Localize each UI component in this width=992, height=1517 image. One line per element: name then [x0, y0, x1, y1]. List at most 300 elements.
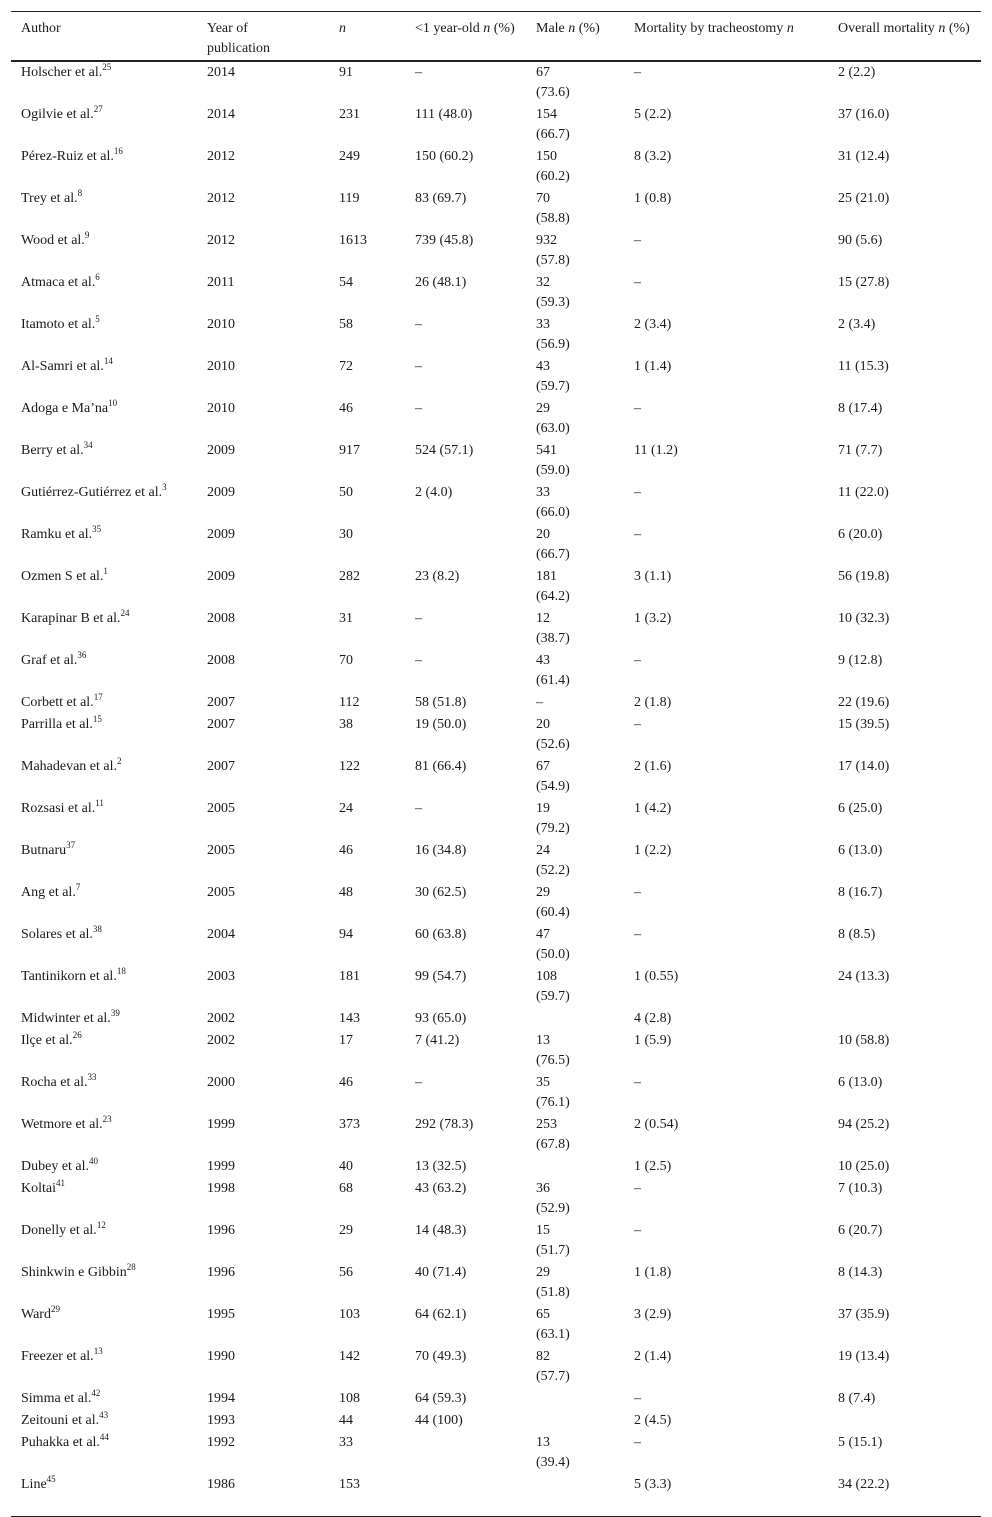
cell-male [526, 1156, 624, 1178]
cell-trach: 2 (1.8) [634, 695, 672, 710]
cell-under1: – [415, 359, 422, 374]
cell-year: 1999 [207, 1159, 235, 1174]
cell-trach: 1 (5.9) [634, 1033, 672, 1048]
cell-male: 19 (79.2) [536, 801, 570, 836]
cell-overall: 6 (20.7) [838, 1223, 883, 1238]
cell-overall: 9 (12.8) [838, 653, 883, 668]
cell-n: 231 [339, 107, 360, 122]
cell-n: 46 [339, 843, 353, 858]
cell-male: 541 (59.0) [536, 443, 570, 478]
cell-overall: 10 (32.3) [838, 611, 890, 626]
cell-n: 46 [339, 1075, 353, 1090]
cell-overall: 15 (27.8) [838, 275, 890, 290]
cell-year: 2014 [207, 107, 235, 122]
cell-male: 29 (63.0) [536, 401, 570, 436]
author-name: Trey et al. [21, 191, 78, 206]
cell-trach: 1 (2.5) [634, 1159, 672, 1174]
cell-male: 33 (66.0) [536, 485, 570, 520]
table-row [11, 1410, 981, 1432]
table-row [11, 1072, 981, 1114]
table-row [11, 756, 981, 798]
author-name: Koltai [21, 1181, 56, 1196]
cell-year: 2009 [207, 569, 235, 584]
reference-number: 14 [103, 356, 113, 366]
reference-number: 38 [92, 924, 102, 934]
author-name: Mahadevan et al. [21, 759, 118, 774]
table-row [11, 524, 981, 566]
cell-trach: – [634, 653, 641, 668]
cell-trach: – [634, 1181, 641, 1196]
cell-under1: 7 (41.2) [415, 1033, 460, 1048]
cell-male: 32 (59.3) [536, 275, 570, 310]
cell-author [11, 966, 197, 1008]
cell-n: 373 [339, 1117, 360, 1132]
cell-overall: 6 (20.0) [838, 527, 883, 542]
cell-overall: 8 (17.4) [838, 401, 883, 416]
cell-author [11, 356, 197, 398]
cell-n: 153 [339, 1477, 360, 1492]
cell-under1 [405, 1474, 526, 1516]
cell-trach: 5 (3.3) [634, 1477, 672, 1492]
cell-under1: 292 (78.3) [415, 1117, 474, 1132]
cell-under1: 43 (63.2) [415, 1181, 467, 1196]
header-under1-pre: <1 year-old [415, 21, 484, 36]
author-name: Ward [21, 1307, 51, 1322]
cell-overall: 37 (35.9) [838, 1307, 890, 1322]
cell-under1: 83 (69.7) [415, 191, 467, 206]
table-row [11, 924, 981, 966]
cell-male: 24 (52.2) [536, 843, 570, 878]
cell-n: 143 [339, 1011, 360, 1026]
table-row [11, 1346, 981, 1388]
cell-n: 68 [339, 1181, 353, 1196]
cell-year: 2004 [207, 927, 235, 942]
cell-overall: 24 (13.3) [838, 969, 890, 984]
cell-overall: 22 (19.6) [838, 695, 890, 710]
cell-overall: 11 (15.3) [838, 359, 889, 374]
table-row [11, 1220, 981, 1262]
cell-trach: – [634, 275, 641, 290]
cell-trach: 5 (2.2) [634, 107, 672, 122]
cell-year: 2003 [207, 969, 235, 984]
author-name: Shinkwin e Gibbin [21, 1265, 127, 1280]
cell-n: 40 [339, 1159, 353, 1174]
cell-under1: 99 (54.7) [415, 969, 467, 984]
cell-trach: 2 (1.6) [634, 759, 672, 774]
author-name: Tantinikorn et al. [21, 969, 117, 984]
cell-overall: 34 (22.2) [838, 1477, 890, 1492]
header-under1 [405, 12, 526, 60]
cell-male: 20 (66.7) [536, 527, 570, 562]
cell-n: 108 [339, 1391, 360, 1406]
cell-year: 1986 [207, 1477, 235, 1492]
reference-number: 39 [110, 1008, 120, 1018]
reference-number: 35 [92, 524, 102, 534]
cell-n: 44 [339, 1413, 353, 1428]
cell-author [11, 1346, 197, 1388]
cell-trach: – [634, 233, 641, 248]
cell-author [11, 566, 197, 608]
table-row [11, 440, 981, 482]
cell-author [11, 440, 197, 482]
cell-trach: – [634, 485, 641, 500]
table-row [11, 1432, 981, 1474]
cell-year: 2010 [207, 317, 235, 332]
header-author: Author [21, 21, 61, 36]
reference-number: 25 [102, 62, 112, 72]
cell-under1: – [415, 653, 422, 668]
cell-under1: 2 (4.0) [415, 485, 453, 500]
cell-male [526, 1388, 624, 1410]
header-male [526, 12, 624, 60]
cell-under1: 64 (62.1) [415, 1307, 467, 1322]
cell-year: 2000 [207, 1075, 235, 1090]
header-overall-pre: Overall mortality [838, 21, 939, 36]
author-name: Al-Samri et al. [21, 359, 104, 374]
cell-year: 2002 [207, 1033, 235, 1048]
table-row [11, 188, 981, 230]
table-row [11, 272, 981, 314]
cell-overall: 2 (2.2) [838, 65, 876, 80]
cell-author [11, 188, 197, 230]
cell-trach: 3 (2.9) [634, 1307, 672, 1322]
cell-male: – [536, 695, 543, 710]
header-male-post: (%) [575, 21, 600, 36]
cell-year: 1998 [207, 1181, 235, 1196]
cell-male: 29 (60.4) [536, 885, 570, 920]
reference-number: 26 [72, 1030, 82, 1040]
cell-n: 249 [339, 149, 360, 164]
cell-n: 70 [339, 653, 353, 668]
cell-trach: – [634, 1435, 641, 1450]
table-row [11, 230, 981, 272]
cell-overall: 8 (16.7) [838, 885, 883, 900]
header-n [329, 12, 405, 60]
cell-under1: 14 (48.3) [415, 1223, 467, 1238]
cell-n: 94 [339, 927, 353, 942]
author-name: Butnaru [21, 843, 67, 858]
cell-author [11, 398, 197, 440]
cell-overall: 56 (19.8) [838, 569, 890, 584]
reference-number: 41 [56, 1178, 65, 1188]
cell-n: 282 [339, 569, 360, 584]
table-row [11, 1474, 981, 1516]
reference-number: 44 [99, 1432, 109, 1442]
cell-trach: 3 (1.1) [634, 569, 672, 584]
cell-trach: 2 (1.4) [634, 1349, 672, 1364]
cell-male: 108 (59.7) [536, 969, 570, 1004]
table-row [11, 1388, 981, 1410]
author-name: Berry et al. [21, 443, 84, 458]
cell-year: 2009 [207, 485, 235, 500]
cell-male: 253 (67.8) [536, 1117, 570, 1152]
cell-male: 36 (52.9) [536, 1181, 570, 1216]
header-trach-n: n [786, 21, 794, 36]
cell-under1: 111 (48.0) [415, 107, 473, 122]
cell-under1: – [415, 65, 422, 80]
table-header [11, 12, 981, 62]
cell-trach: 8 (3.2) [634, 149, 672, 164]
table-row [11, 1030, 981, 1072]
cell-male: 20 (52.6) [536, 717, 570, 752]
cell-overall: 25 (21.0) [838, 191, 890, 206]
table-row [11, 1156, 981, 1178]
reference-number: 45 [46, 1474, 56, 1484]
cell-n: 46 [339, 401, 353, 416]
author-name: Parrilla et al. [21, 717, 93, 732]
author-name: Corbett et al. [21, 695, 94, 710]
reference-number: 11 [95, 798, 104, 808]
header-under1-post: (%) [490, 21, 515, 36]
cell-n: 38 [339, 717, 353, 732]
cell-male: 47 (50.0) [536, 927, 570, 962]
cell-trach: 1 (1.8) [634, 1265, 672, 1280]
cell-trach: 1 (0.55) [634, 969, 679, 984]
cell-author [11, 1114, 197, 1156]
cell-overall: 10 (25.0) [838, 1159, 890, 1174]
author-name: Rozsasi et al. [21, 801, 96, 816]
cell-trach: 2 (0.54) [634, 1117, 679, 1132]
cell-year: 1995 [207, 1307, 235, 1322]
cell-overall: 8 (7.4) [838, 1391, 876, 1406]
cell-overall: 15 (39.5) [838, 717, 890, 732]
author-name: Ilçe et al. [21, 1033, 73, 1048]
cell-author [11, 524, 197, 566]
cell-author [11, 756, 197, 798]
cell-n: 24 [339, 801, 353, 816]
cell-overall: 31 (12.4) [838, 149, 890, 164]
cell-male [526, 1008, 624, 1030]
cell-year: 2007 [207, 759, 235, 774]
table-row [11, 1178, 981, 1220]
reference-number: 15 [92, 714, 102, 724]
cell-male [526, 1474, 624, 1516]
cell-author [11, 924, 197, 966]
author-name: Adoga e Ma’na [21, 401, 109, 416]
cell-overall: 17 (14.0) [838, 759, 890, 774]
cell-overall: 10 (58.8) [838, 1033, 890, 1048]
cell-trach: 4 (2.8) [634, 1011, 672, 1026]
cell-n: 122 [339, 759, 360, 774]
cell-under1: – [415, 1075, 422, 1090]
cell-author [11, 482, 197, 524]
cell-n: 50 [339, 485, 353, 500]
reference-number: 37 [66, 840, 76, 850]
cell-trach: 1 (3.2) [634, 611, 672, 626]
table-row [11, 146, 981, 188]
author-name: Wetmore et al. [21, 1117, 103, 1132]
cell-trach: 1 (0.8) [634, 191, 672, 206]
cell-trach: – [634, 885, 641, 900]
cell-year: 2005 [207, 885, 235, 900]
cell-overall [828, 1410, 981, 1432]
cell-overall: 37 (16.0) [838, 107, 890, 122]
cell-trach: 1 (2.2) [634, 843, 672, 858]
header-overall [828, 12, 981, 60]
reference-number: 28 [126, 1262, 136, 1272]
cell-male: 181 (64.2) [536, 569, 570, 604]
cell-n: 917 [339, 443, 360, 458]
header-male-n: n [568, 21, 576, 36]
reference-number: 18 [116, 966, 126, 976]
reference-number: 5 [95, 314, 100, 324]
author-name: Midwinter et al. [21, 1011, 111, 1026]
author-name: Atmaca et al. [21, 275, 96, 290]
cell-year: 1996 [207, 1265, 235, 1280]
cell-author [11, 1304, 197, 1346]
reference-number: 24 [120, 608, 130, 618]
cell-overall [828, 1008, 981, 1030]
cell-n: 142 [339, 1349, 360, 1364]
header-overall-n: n [938, 21, 946, 36]
header-year: Year of publication [207, 21, 270, 56]
reference-number: 8 [77, 188, 83, 198]
cell-n: 54 [339, 275, 353, 290]
cell-male: 13 (76.5) [536, 1033, 570, 1068]
cell-under1: 16 (34.8) [415, 843, 467, 858]
author-name: Holscher et al. [21, 65, 103, 80]
author-name: Ogilvie et al. [21, 107, 94, 122]
reference-number: 36 [77, 650, 87, 660]
cell-under1: 64 (59.3) [415, 1391, 467, 1406]
cell-author [11, 1008, 197, 1030]
cell-year: 1993 [207, 1413, 235, 1428]
cell-year: 2010 [207, 359, 235, 374]
cell-author [11, 1220, 197, 1262]
cell-year: 2009 [207, 443, 235, 458]
cell-under1: 19 (50.0) [415, 717, 467, 732]
cell-overall: 5 (15.1) [838, 1435, 883, 1450]
cell-year: 2009 [207, 527, 235, 542]
cell-year: 1996 [207, 1223, 235, 1238]
cell-trach: – [634, 1075, 641, 1090]
cell-n: 29 [339, 1223, 353, 1238]
table-row [11, 398, 981, 440]
author-name: Ramku et al. [21, 527, 93, 542]
cell-male: 33 (56.9) [536, 317, 570, 352]
cell-year: 2005 [207, 801, 235, 816]
cell-under1 [405, 1432, 526, 1474]
cell-trach: 2 (4.5) [634, 1413, 672, 1428]
cell-trach: – [634, 717, 641, 732]
cell-n: 58 [339, 317, 353, 332]
cell-overall: 19 (13.4) [838, 1349, 890, 1364]
cell-n: 103 [339, 1307, 360, 1322]
cell-author [11, 1178, 197, 1220]
cell-n: 33 [339, 1435, 353, 1450]
author-name: Pérez-Ruiz et al. [21, 149, 114, 164]
cell-n: 17 [339, 1033, 353, 1048]
cell-year: 2012 [207, 149, 235, 164]
cell-under1: 44 (100) [415, 1413, 463, 1428]
reference-number: 2 [117, 756, 122, 766]
author-name: Rocha et al. [21, 1075, 88, 1090]
author-name: Solares et al. [21, 927, 93, 942]
author-name: Dubey et al. [21, 1159, 90, 1174]
author-name: Ozmen S et al. [21, 569, 104, 584]
cell-trach: 1 (1.4) [634, 359, 672, 374]
table-row [11, 1304, 981, 1346]
cell-year: 2007 [207, 695, 235, 710]
cell-under1: – [415, 801, 422, 816]
cell-year: 2012 [207, 191, 235, 206]
author-name: Line [21, 1477, 47, 1492]
table-row [11, 104, 981, 146]
table-row [11, 356, 981, 398]
cell-overall: 71 (7.7) [838, 443, 883, 458]
author-name: Puhakka et al. [21, 1435, 100, 1450]
cell-author [11, 1388, 197, 1410]
cell-author [11, 798, 197, 840]
header-under1-n: n [483, 21, 491, 36]
cell-n: 112 [339, 695, 360, 710]
cell-under1 [405, 524, 526, 566]
cell-year: 2008 [207, 611, 235, 626]
cell-year: 2005 [207, 843, 235, 858]
cell-male: 29 (51.8) [536, 1265, 570, 1300]
cell-under1: 13 (32.5) [415, 1159, 467, 1174]
cell-year: 2010 [207, 401, 235, 416]
cell-under1: 524 (57.1) [415, 443, 474, 458]
cell-under1: 81 (66.4) [415, 759, 467, 774]
cell-overall: 2 (3.4) [838, 317, 876, 332]
cell-n: 31 [339, 611, 353, 626]
author-name: Wood et al. [21, 233, 85, 248]
reference-number: 40 [89, 1156, 99, 1166]
cell-under1: – [415, 401, 422, 416]
cell-n: 1613 [339, 233, 367, 248]
table-row [11, 798, 981, 840]
table-row [11, 62, 981, 104]
cell-male [526, 1410, 624, 1432]
cell-under1: 26 (48.1) [415, 275, 467, 290]
cell-overall: 90 (5.6) [838, 233, 883, 248]
author-name: Gutiérrez-Gutiérrez et al. [21, 485, 163, 500]
cell-n: 91 [339, 65, 353, 80]
cell-author [11, 146, 197, 188]
cell-under1: 30 (62.5) [415, 885, 467, 900]
cell-author [11, 1474, 197, 1516]
cell-author [11, 1072, 197, 1114]
cell-male: 70 (58.8) [536, 191, 570, 226]
cell-author [11, 314, 197, 356]
reference-number: 29 [50, 1304, 60, 1314]
table-body [11, 62, 981, 1516]
reference-number: 43 [99, 1410, 109, 1420]
reference-number: 27 [93, 104, 103, 114]
cell-under1: 40 (71.4) [415, 1265, 467, 1280]
cell-author [11, 840, 197, 882]
cell-trach: – [634, 927, 641, 942]
cell-author [11, 1262, 197, 1304]
cell-author [11, 1156, 197, 1178]
cell-trach: 11 (1.2) [634, 443, 678, 458]
cell-trach: – [634, 527, 641, 542]
table-row [11, 566, 981, 608]
cell-male: 150 (60.2) [536, 149, 570, 184]
cell-n: 119 [339, 191, 360, 206]
cell-male: 13 (39.4) [536, 1435, 570, 1470]
header-trach-pre: Mortality by tracheostomy [634, 21, 787, 36]
author-name: Freezer et al. [21, 1349, 94, 1364]
cell-male: 154 (66.7) [536, 107, 570, 142]
table-row [11, 1262, 981, 1304]
author-name: Zeitouni et al. [21, 1413, 100, 1428]
cell-male: 15 (51.7) [536, 1223, 570, 1258]
cell-year: 2002 [207, 1011, 235, 1026]
cell-author [11, 230, 197, 272]
cell-under1: 58 (51.8) [415, 695, 467, 710]
